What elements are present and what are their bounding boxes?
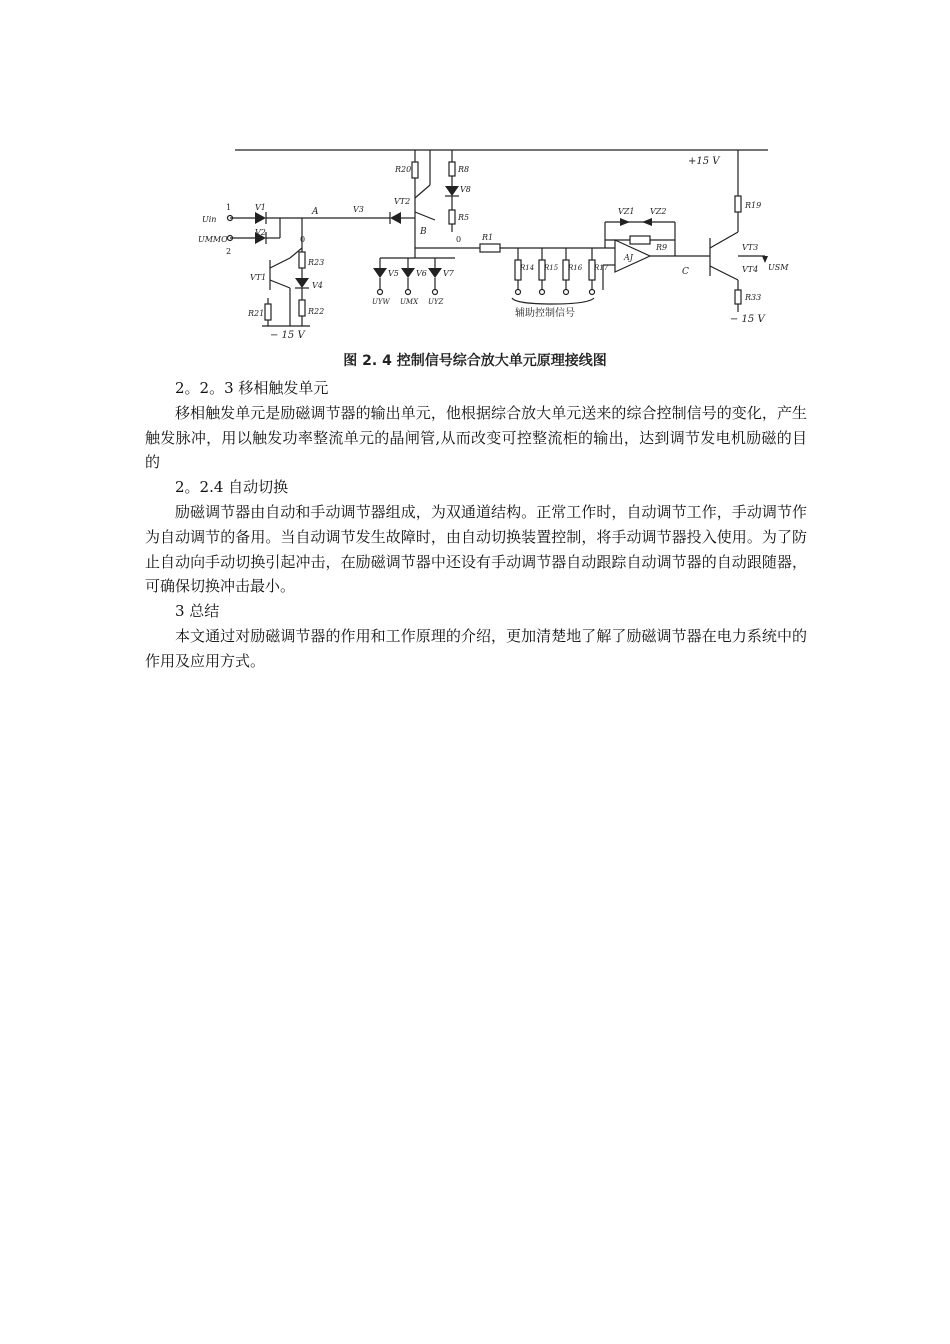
label-vt1: VT1 [250,273,267,282]
label-zero-2: 0 [456,235,462,244]
label-r20: R20 [395,165,412,174]
label-plus15v: +15 V [688,156,720,167]
label-node-c: C [682,267,689,277]
circuit-labels [190,140,790,345]
label-v8: V8 [460,185,471,194]
paragraph-summary: 本文通过对励磁调节器的作用和工作原理的介绍，更加清楚地了解了励磁调节器在电力系统中的作用及应用方式。 [145,626,807,670]
label-one: 1 [226,203,232,212]
label-v1: V1 [255,203,266,212]
label-r17: R17 [594,264,609,272]
label-vz2: VZ2 [650,207,667,216]
label-vt2: VT2 [394,197,411,206]
label-r9: R9 [656,243,668,252]
label-u-in: Uin [202,215,217,224]
label-r21: R21 [248,309,265,318]
label-u-sm: USM [768,263,789,272]
label-v2: V2 [255,228,266,237]
label-r5: R5 [458,213,470,222]
label-r8: R8 [458,165,470,174]
label-v3: V3 [353,205,364,214]
label-u-yw: UYW [372,298,390,306]
label-v5: V5 [388,269,399,278]
label-aj: AJ [624,253,633,262]
label-r19: R19 [745,201,762,210]
body-content [145,376,807,674]
section-heading-auto-switch: 2。2.4 自动切换 [175,478,289,497]
label-r33: R33 [745,293,762,302]
label-u-mmo: UMMO [198,235,228,244]
label-vz1: VZ1 [618,207,635,216]
label-u-yz: UYZ [428,298,444,306]
label-node-a: A [312,207,319,217]
label-v6: V6 [416,269,427,278]
label-vt4: VT4 [742,265,759,274]
label-u-mx: UMX [400,298,419,306]
label-v4: V4 [312,281,323,290]
circuit-diagram [190,140,790,345]
label-v7: V7 [443,269,454,278]
label-aux-signal: 辅助控制信号 [515,308,575,319]
figure-caption: 图 2. 4 控制信号综合放大单元原理接线图 [343,353,607,369]
label-node-b: B [420,227,427,237]
label-r23: R23 [308,258,325,267]
label-r16: R16 [568,264,583,272]
label-zero-1: 0 [300,235,306,244]
label-r22: R22 [308,307,325,316]
label-minus15v-right: − 15 V [730,314,765,325]
section-heading-summary: 3 总结 [175,602,220,621]
label-minus15v-left: − 15 V [270,330,305,341]
label-two: 2 [226,247,232,256]
section-heading-phase-trigger: 2。2。3 移相触发单元 [175,379,329,397]
paragraph-auto-switch: 励磁调节器由自动和手动调节器组成，为双通道结构。正常工作时，自动调节工作，手动调节作为自动调节的备用。当自动调节发生故障时，由自动切换装置控制，将手动调节器投入使用。为了防止自动向手动切换引起冲击，在励磁调节器中还设有手动调节器自动跟踪自动调节器的自动跟随器，可确保切换冲击最小。 [145,502,807,596]
label-r1: R1 [482,233,494,242]
label-r15: R15 [544,264,559,272]
label-r14: R14 [520,264,535,272]
paragraph-phase-trigger: 移相触发单元是励磁调节器的输出单元，他根据综合放大单元送来的综合控制信号的变化，产生触发脉冲，用以触发功率整流单元的晶闸管,从而改变可控整流柜的输出，达到调节发电机励磁的目的 [145,403,807,472]
label-vt3: VT3 [742,243,759,252]
